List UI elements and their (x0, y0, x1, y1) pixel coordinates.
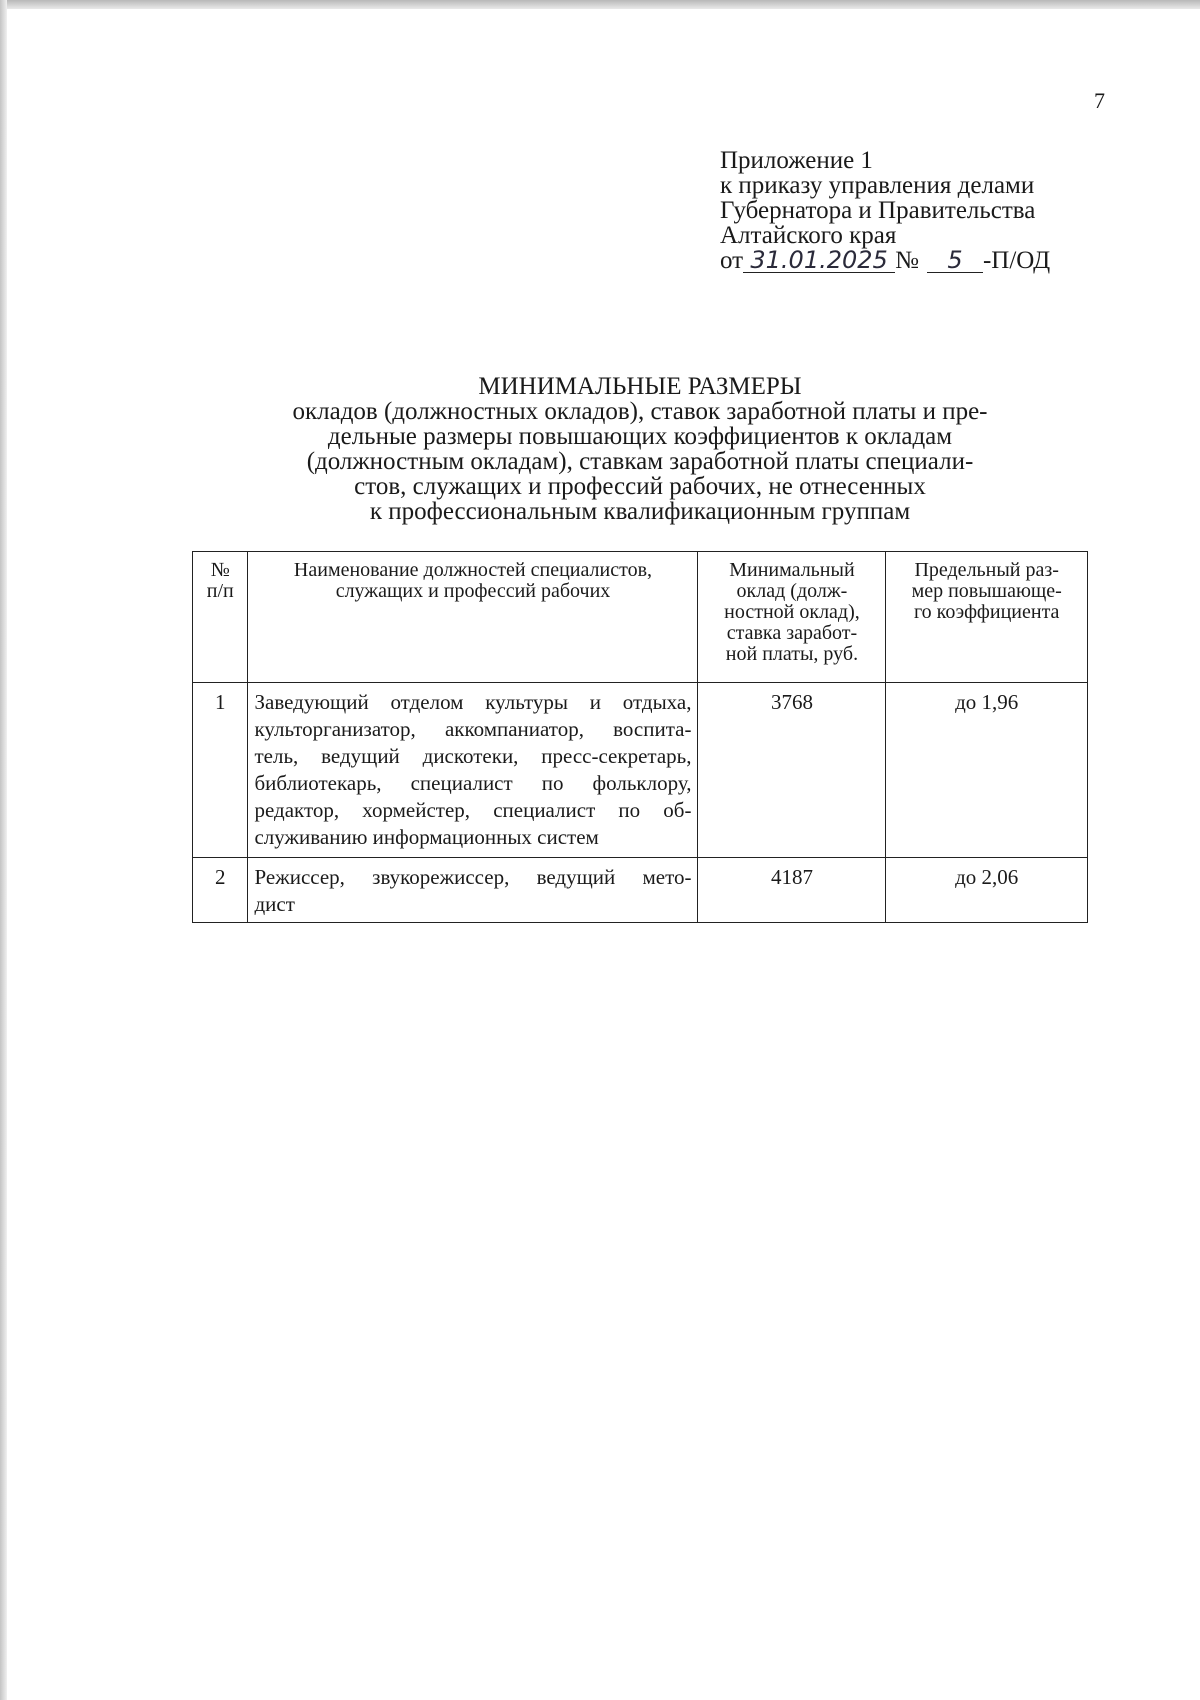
number-suffix: -П/ОД (982, 247, 1051, 274)
header-coef-line: го коэффициента (913, 601, 1060, 623)
title-heading: МИНИМАЛЬНЫЕ РАЗМЕРЫ (478, 373, 802, 400)
table-header-row (193, 552, 1088, 683)
header-salary-line: ной платы, руб. (725, 643, 859, 665)
row-name (248, 683, 698, 858)
appendix-date-line (720, 248, 1050, 273)
header-salary-line: оклад (долж- (736, 580, 848, 602)
header-coef-line: Предельный раз- (914, 559, 1059, 581)
header-name-line: служащих и профессий рабочих (335, 580, 611, 602)
appendix-line-3: Алтайского края (720, 222, 897, 249)
row-salary: 3768 (698, 683, 886, 858)
header-num (193, 552, 248, 683)
header-name (248, 552, 698, 683)
row-salary: 4187 (698, 858, 886, 923)
row-name-line: библиотекарь, специалист по фольклору, (254, 771, 692, 795)
date-prefix: от (720, 247, 744, 274)
row-name-line: служиванию информационных систем (254, 825, 599, 849)
handwritten-date: 31.01.2025 (743, 248, 895, 273)
table-row (193, 683, 1088, 858)
row-name-line: Заведующий отделом культуры и отдыха, (254, 690, 692, 714)
header-salary (698, 552, 886, 683)
row-num: 1 (193, 683, 248, 858)
header-coef (886, 552, 1088, 683)
title-line-1: окладов (должностных окладов), ставок заработной платы и пре- (292, 398, 988, 425)
header-salary-line: ставка заработ- (726, 622, 858, 644)
row-coef: до 1,96 (886, 683, 1088, 858)
appendix-line-2: Губернатора и Правительства (720, 197, 1036, 224)
page-number: 7 (1094, 88, 1105, 113)
scan-edge-top (0, 0, 1200, 9)
header-salary-line: ностной оклад), (724, 601, 860, 623)
row-name (248, 858, 698, 923)
appendix-block (720, 148, 1050, 273)
row-name-line: тель, ведущий дискотеки, пресс-секретарь, (254, 744, 692, 768)
title-line-2: дельные размеры повышающих коэффициентов к окладам (327, 423, 953, 450)
table-row (193, 858, 1088, 923)
document-title (240, 374, 1040, 524)
row-name-line: дист (254, 892, 295, 916)
row-coef: до 2,06 (886, 858, 1088, 923)
appendix-line-1: к приказу управления делами (720, 172, 1035, 199)
row-name-line: культорганизатор, аккомпаниатор, воспита- (254, 717, 692, 741)
handwritten-number: 5 (927, 248, 983, 273)
header-num-line: п/п (206, 580, 234, 602)
salary-table (192, 551, 1088, 923)
title-line-3: (должностным окладам), ставкам заработной платы специали- (306, 448, 974, 475)
header-salary-line: Минимальный (729, 559, 855, 581)
row-num: 2 (193, 858, 248, 923)
appendix-title: Приложение 1 (720, 147, 873, 174)
header-name-line: Наименование должностей специалистов, (293, 559, 653, 581)
title-line-5: к профессиональным квалификационным группам (369, 498, 911, 525)
header-num-line: № (210, 559, 230, 581)
row-name-line: Режиссер, звукорежиссер, ведущий мето- (254, 865, 692, 889)
title-line-4: стов, служащих и профессий рабочих, не отнесенных (354, 473, 926, 500)
number-prefix: № (895, 247, 919, 274)
scan-edge-left (0, 0, 7, 1700)
header-coef-line: мер повышающе- (911, 580, 1062, 602)
row-name-line: редактор, хормейстер, специалист по об- (254, 798, 692, 822)
